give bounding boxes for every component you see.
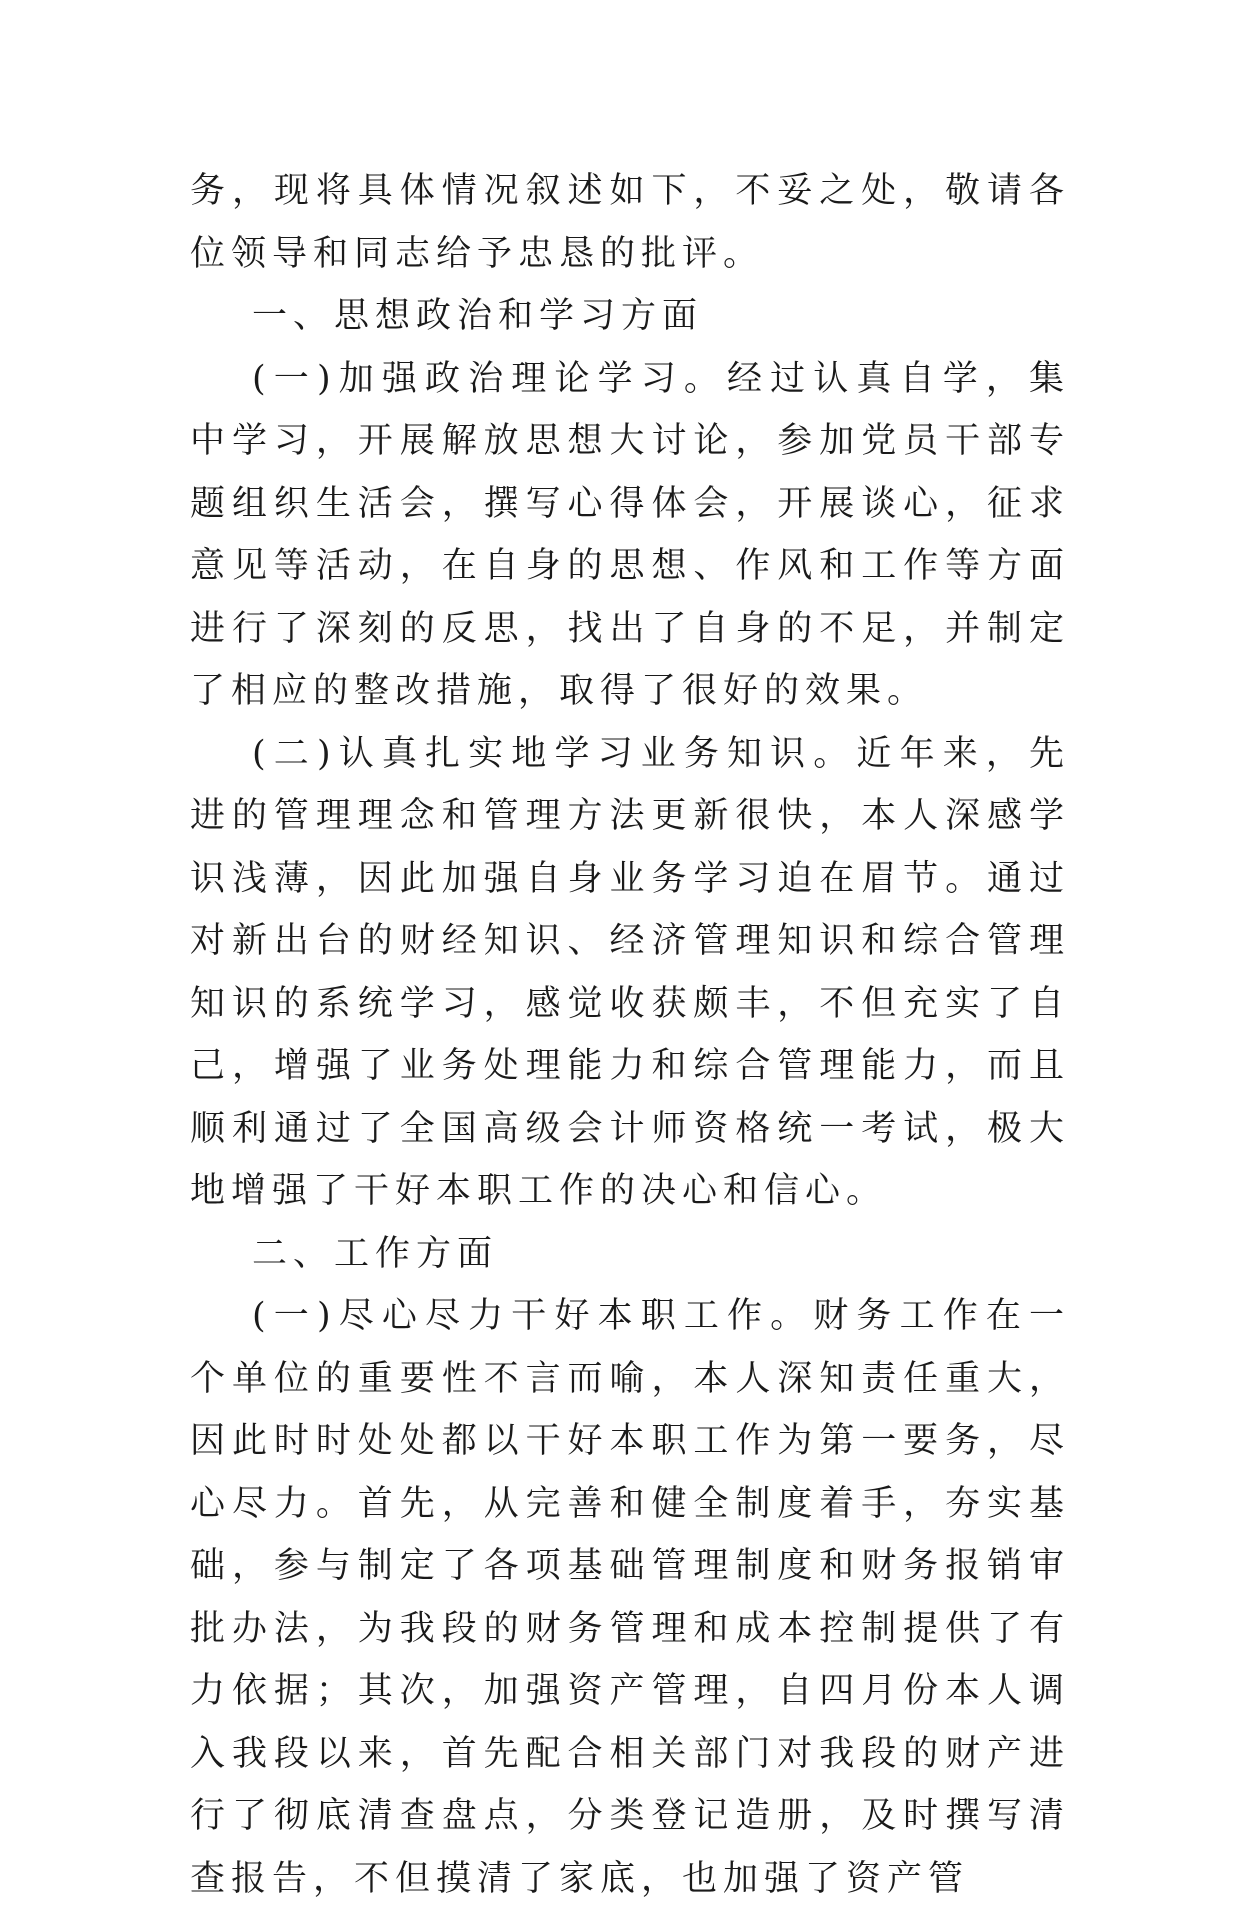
paragraph-intro-continuation: 务，现将具体情况叙述如下，不妥之处，敬请各位领导和同志给予忠恳的批评。 [190, 171, 1070, 274]
document-body [190, 160, 1070, 1910]
paragraph-political-theory: (一)加强政治理论学习。经过认真自学，集中学习，开展解放思想大讨论，参加党员干部专题组织生活会，撰写心得体会，开展谈心，征求意见等活动，在自身的思想、作风和工作等方面进行了深刻的反思，找出了自身的不足，并制定了相应的整改措施，取得了很好的效果。 [190, 358, 1070, 711]
paragraph-business-knowledge: (二)认真扎实地学习业务知识。近年来，先进的管理理念和管理方法更新很快，本人深感学识浅薄，因此加强自身业务学习迫在眉节。通过对新出台的财经知识、经济管理知识和综合管理知识的系统学习，感觉收获颇丰，不但充实了自己，增强了业务处理能力和综合管理能力，而且顺利通过了全国高级会计师资格统一考试，极大地增强了干好本职工作的决心和信心。 [190, 733, 1070, 1211]
paragraph-core-duties: (一)尽心尽力干好本职工作。财务工作在一个单位的重要性不言而喻，本人深知责任重大，因此时时处处都以干好本职工作为第一要务，尽心尽力。首先，从完善和健全制度着手，夯实基础，参与制定了各项基础管理制度和财务报销审批办法，为我段的财务管理和成本控制提供了有力依据；其次，加强资产管理，自四月份本人调入我段以来，首先配合相关部门对我段的财产进行了彻底清查盘点，分类登记造册，及时撰写清查报告，不但摸清了家底，也加强了资产管 [190, 1296, 1070, 1899]
section-heading-ideology-study: 一、思想政治和学习方面 [252, 296, 704, 336]
section-heading-work: 二、工作方面 [252, 1233, 499, 1274]
